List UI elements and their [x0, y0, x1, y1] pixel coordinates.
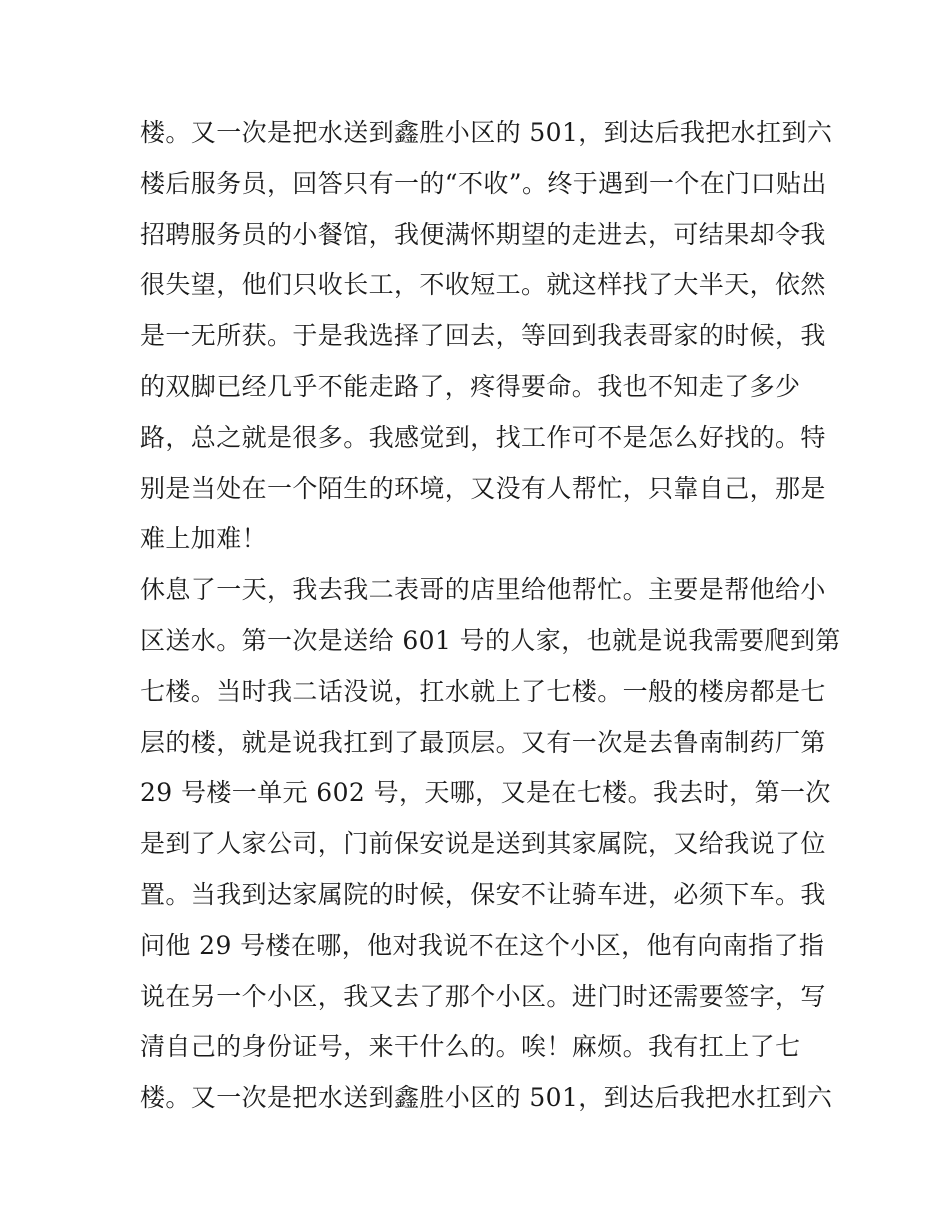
text-line: 置。当我到达家属院的时候，保安不让骑车进，必须下车。我: [140, 879, 826, 909]
text-line: 29 号楼一单元 602 号，天哪，又是在七楼。我去时，第一次: [140, 778, 831, 808]
text-line: 是一无所获。于是我选择了回去，等回到我表哥家的时候，我: [140, 321, 826, 351]
text-line: 很失望，他们只收长工，不收短工。就这样找了大半天，依然: [140, 270, 826, 300]
text-line: 区送水。第一次是送给 601 号的人家，也就是说我需要爬到第: [140, 625, 841, 655]
text-line: 层的楼，就是说我扛到了最顶层。又有一次是去鲁南制药厂第: [140, 727, 826, 757]
text-line: 说在另一个小区，我又去了那个小区。进门时还需要签字，写: [140, 981, 826, 1011]
body-text: [140, 108, 841, 1124]
text-line: 别是当处在一个陌生的环境，又没有人帮忙，只靠自己，那是: [140, 473, 826, 503]
text-line: 路，总之就是很多。我感觉到，找工作可不是怎么好找的。特: [140, 422, 826, 452]
text-line: 休息了一天，我去我二表哥的店里给他帮忙。主要是帮他给小: [140, 575, 826, 605]
text-line: 清自己的身份证号，来干什么的。唉！麻烦。我有扛上了七: [140, 1032, 801, 1062]
text-line: 招聘服务员的小餐馆，我便满怀期望的走进去，可结果却令我: [140, 219, 826, 249]
text-line: 难上加难！: [140, 524, 268, 554]
text-line: 问他 29 号楼在哪，他对我说不在这个小区，他有向南指了指: [140, 930, 825, 960]
text-line: 的双脚已经几乎不能走路了，疼得要命。我也不知走了多少: [140, 371, 801, 401]
text-line: 七楼。当时我二话没说，扛水就上了七楼。一般的楼房都是七: [140, 676, 826, 706]
text-line: 楼。又一次是把水送到鑫胜小区的 501，到达后我把水扛到六: [140, 118, 833, 147]
text-line: 是到了人家公司，门前保安说是送到其家属院，又给我说了位: [140, 829, 826, 859]
text-line: 楼后服务员，回答只有一的“不收”。终于遇到一个在门口贴出: [140, 168, 827, 198]
text-line: 楼。又一次是把水送到鑫胜小区的 501，到达后我把水扛到六: [140, 1083, 833, 1113]
